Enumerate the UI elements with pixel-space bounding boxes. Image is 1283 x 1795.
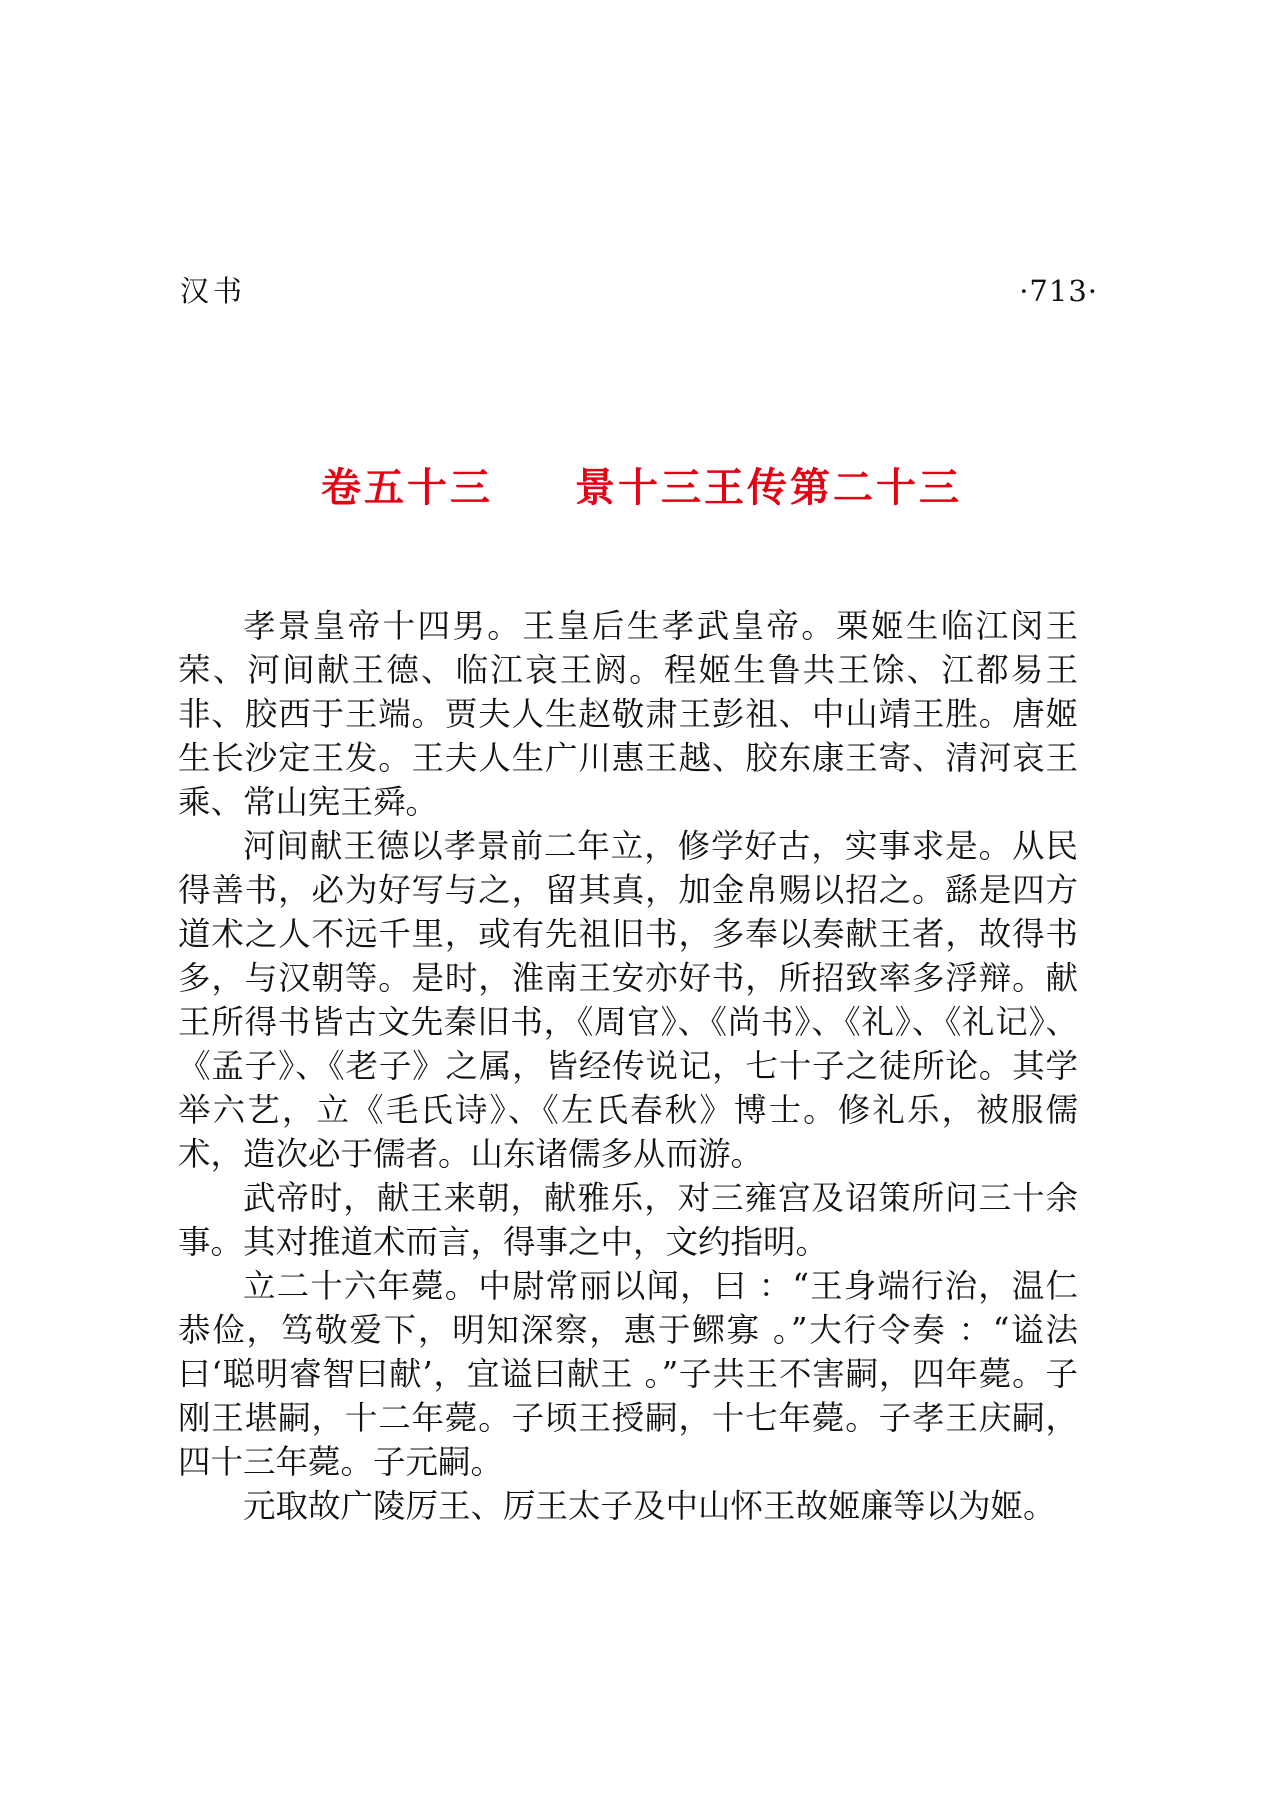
paragraph: 武帝时，献王来朝，献雅乐，对三雍宫及诏策所问三十余事。其对推道术而言，得事之中，文约指明。: [178, 1179, 1078, 1261]
paragraph: 河间献王德以孝景前二年立，修学好古，实事求是。从民得善书，必为好写与之，留其真，加金帛赐以招之。繇是四方道术之人不远千里，或有先祖旧书，多奉以奏献王者，故得书多，与汉朝等。是时，淮南王安亦好书，所招致率多浮辩。献王所得书皆古文先秦旧书，《周官》、《尚书》、《礼》、《礼记》、《孟子》、《老子》之属，皆经传说记，七十子之徒所论。其学举六艺，立《毛氏诗》、《左氏春秋》博士。修礼乐，被服儒术，造次必于儒者。山东诸儒多从而游。: [178, 827, 1078, 1173]
page-header: [180, 268, 1098, 314]
chapter-name: 景十三王传第二十三: [575, 465, 962, 511]
chapter-title: [0, 458, 1283, 518]
paragraph: 立二十六年薨。中尉常丽以闻，曰 ：“王身端行治，温仁恭俭，笃敬爱下，明知深察，惠于鳏寡 。”大行令奏 ：“谥法曰‘聪明睿智曰献’，宜谥曰献王 。”子共王不害嗣，四年薨。子刚王堪嗣，十二年薨。子顷王授嗣，十七年薨。子孝王庆嗣，四十三年薨。子元嗣。: [178, 1267, 1078, 1481]
paragraph: 孝景皇帝十四男。王皇后生孝武皇帝。栗姬生临江闵王荣、河间献王德、临江哀王阏。程姬生鲁共王馀、江都易王非、胶西于王端。贾夫人生赵敬肃王彭祖、中山靖王胜。唐姬生长沙定王发。王夫人生广川惠王越、胶东康王寄、清河哀王乘、常山宪王舜。: [178, 607, 1078, 821]
paragraph: 元取故广陵厉王、厉王太子及中山怀王故姬廉等以为姬。: [243, 1487, 1056, 1525]
page-number: ·713·: [1019, 274, 1098, 308]
chapter-volume: 卷五十三: [321, 465, 493, 511]
body-text: [178, 604, 1078, 1528]
book-title: 汉书: [180, 274, 247, 308]
